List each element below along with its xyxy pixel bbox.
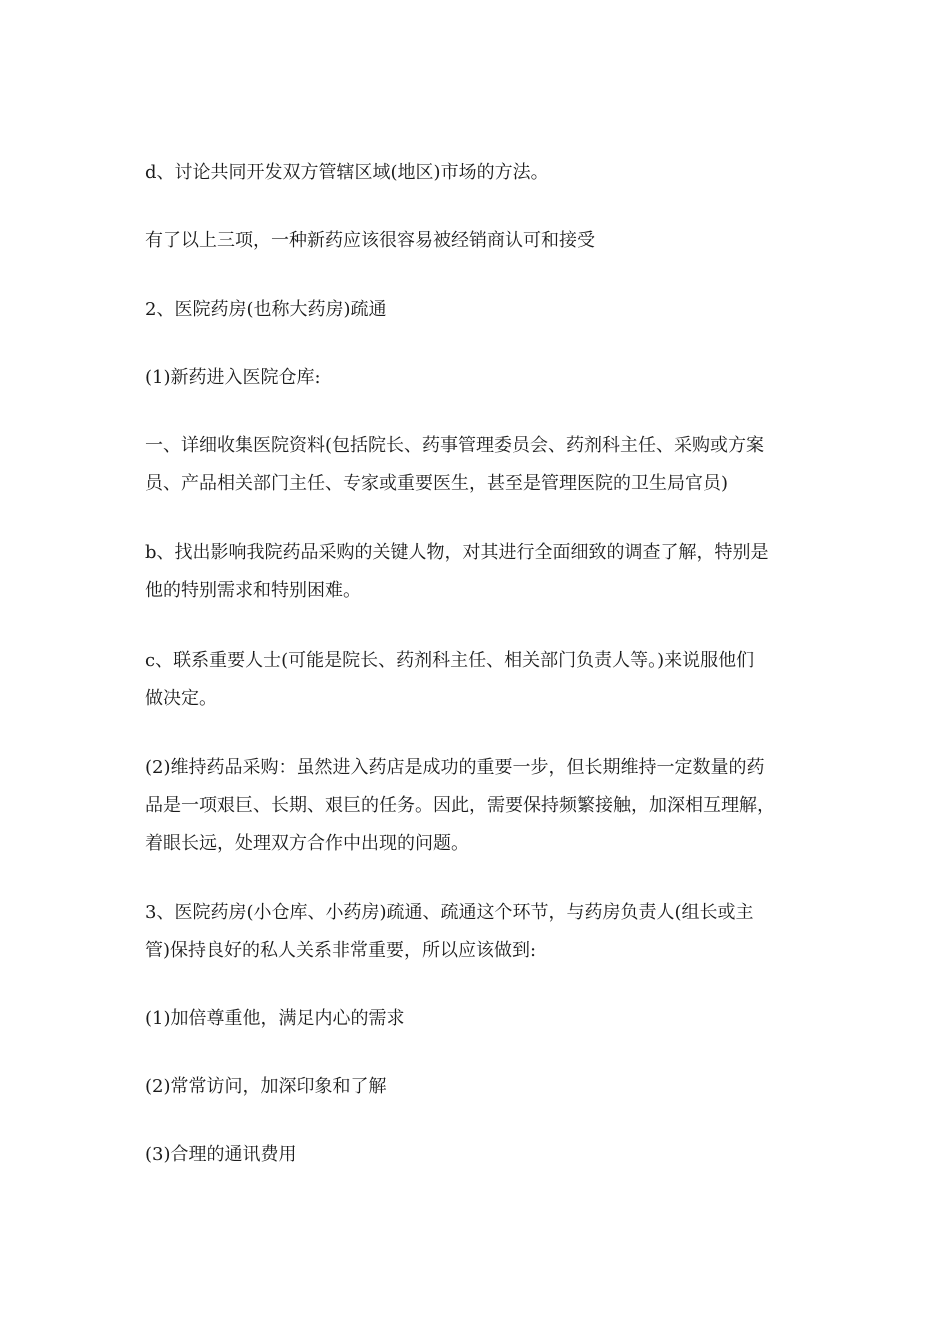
subheading-1	[145, 359, 810, 397]
list-item-3	[145, 1136, 810, 1174]
paragraph-summary	[145, 222, 810, 260]
text-line: (2)常常访问，加深印象和了解	[145, 1076, 387, 1097]
text-line: 管)保持良好的私人关系非常重要，所以应该做到:	[145, 940, 537, 961]
text-line: 2、医院药房(也称大药房)疏通	[145, 299, 387, 320]
text-line: (3)合理的通讯费用	[145, 1144, 297, 1165]
text-line: (1)加倍尊重他，满足内心的需求	[145, 1008, 405, 1029]
text-line: 品是一项艰巨、长期、艰巨的任务。因此，需要保持频繁接触，加深相互理解，	[145, 795, 775, 816]
paragraph-collect-info	[145, 427, 810, 503]
text-line: c、联系重要人士(可能是院长、药剂科主任、相关部门负责人等。)来说服他们	[145, 650, 755, 671]
text-line: 着眼长远，处理双方合作中出现的问题。	[145, 833, 469, 854]
paragraph-contact-important	[145, 642, 810, 718]
text-line: 3、医院药房(小仓库、小药房)疏通、疏通这个环节，与药房负责人(组长或主	[145, 902, 754, 923]
text-line: (1)新药进入医院仓库:	[145, 367, 321, 388]
text-line: 做决定。	[145, 688, 217, 709]
section-heading-2	[145, 291, 810, 329]
text-line: (2)维持药品采购：虽然进入药店是成功的重要一步，但长期维持一定数量的药	[145, 757, 765, 778]
text-line: d、讨论共同开发双方管辖区域(地区)市场的方法。	[145, 162, 549, 183]
text-line: 有了以上三项，一种新药应该很容易被经销商认可和接受	[145, 230, 595, 251]
section-heading-3	[145, 894, 810, 970]
paragraph-maintain-procurement	[145, 749, 810, 863]
paragraph-d-discuss-market	[145, 154, 810, 192]
text-line: 员、产品相关部门主任、专家或重要医生，甚至是管理医院的卫生局官员)	[145, 473, 729, 494]
list-item-1	[145, 1000, 810, 1038]
text-line: 他的特别需求和特别困难。	[145, 580, 361, 601]
paragraph-key-persons	[145, 534, 810, 610]
text-line: b、找出影响我院药品采购的关键人物，对其进行全面细致的调查了解，特别是	[145, 542, 769, 563]
text-line: 一、详细收集医院资料(包括院长、药事管理委员会、药剂科主任、采购或方案	[145, 435, 765, 456]
list-item-2	[145, 1068, 810, 1106]
